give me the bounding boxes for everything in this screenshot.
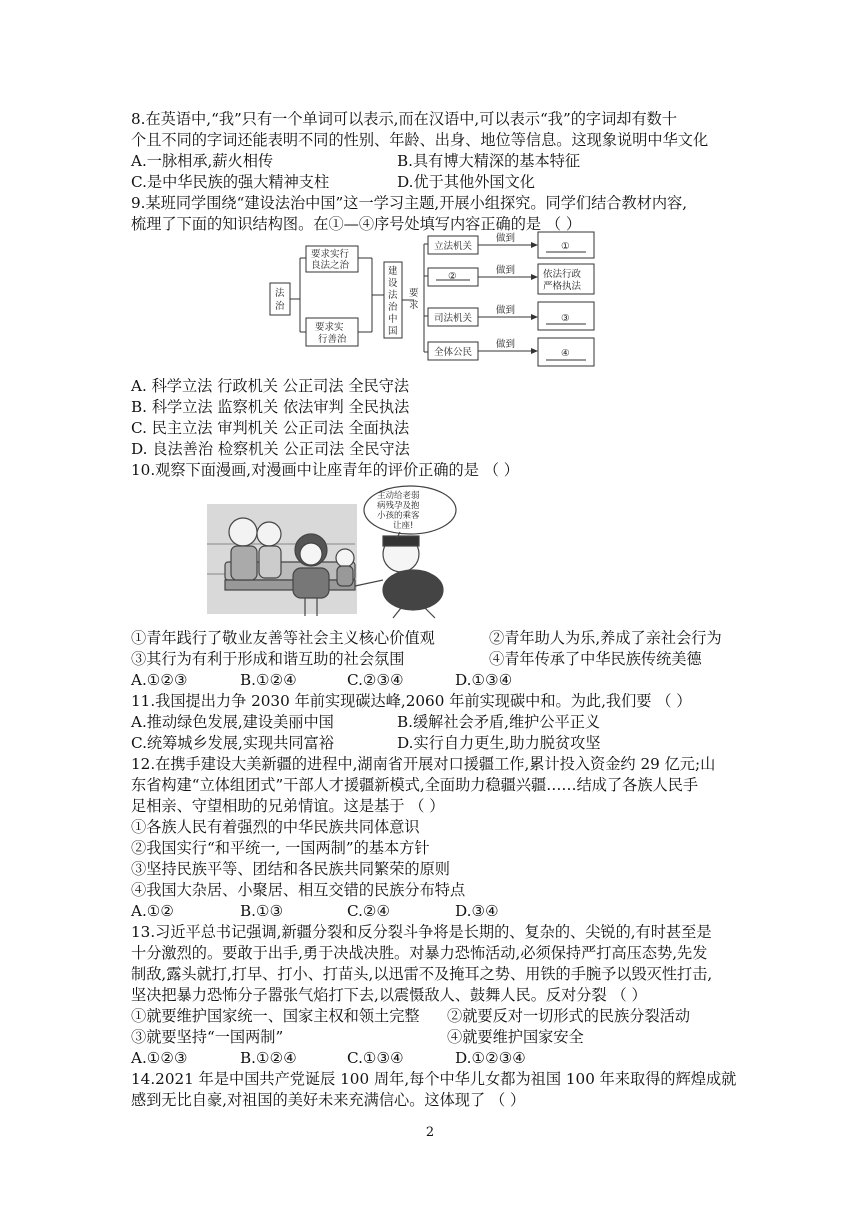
q9-option-a: A. 科学立法 行政机关 公正司法 全民守法 (131, 377, 410, 395)
q11-option-b: B.缓解社会矛盾,维护公平正义 (397, 713, 601, 731)
row4-right-label: ④ (561, 348, 570, 359)
q11-stem: 11.我国提出力争 2030 年前实现碳达峰,2060 年前实现碳中和。为此,我们要 （ ） (131, 692, 692, 710)
fazhi-char-1: 法 (275, 288, 285, 299)
arrow-label-4: 做到 (496, 339, 516, 350)
center-char-6: 国 (388, 326, 398, 337)
q10-stem: 10.观察下面漫画,对漫画中让座青年的评价正确的是 （ ） (131, 461, 519, 479)
q11-option-c: C.统筹城乡发展,实现共同富裕 (131, 734, 334, 752)
q12-stem-line2: 东省构建“立体组团式”干部人才援疆新模式,全面助力稳疆兴疆……结成了各族人民手 (131, 776, 699, 794)
row3-right-label: ③ (561, 313, 570, 324)
q9-stem-line2: 梳理了下面的知识结构图。在①—④序号处填写内容正确的是 （ ） (131, 215, 582, 233)
q13-option-a: A.①②③ (131, 1049, 188, 1067)
q13-statement-1: ①就要维护国家统一、国家主权和领土完整 (131, 1007, 420, 1025)
q13-option-d: D.①②③④ (455, 1049, 526, 1067)
knowledge-structure-diagram (268, 228, 600, 368)
q10-option-a: A.①②③ (131, 671, 188, 689)
q12-statement-1: ①各族人民有着强烈的中华民族共同体意识 (131, 818, 420, 836)
q13-stem-line2: 十分激烈的。要敢于出手,勇于决战决胜。对暴力恐怖活动,必须保持严打高压态势,先发 (131, 944, 708, 962)
yaoqiu-char-1: 要 (409, 288, 419, 299)
q14-stem-line1: 14.2021 年是中国共产党诞辰 100 周年,每个中华儿女都为祖国 100 年来取得的辉煌成就 (131, 1070, 737, 1088)
q12-statement-2: ②我国实行“和平统一, 一国两制”的基本方针 (131, 839, 430, 857)
row3-left-label: 司法机关 (434, 313, 473, 324)
good-law-line2: 良法之治 (311, 260, 350, 271)
q10-statement-2: ②青年助人为乐,养成了亲社会行为 (489, 629, 722, 647)
q10-statement-3: ③其行为有利于形成和谐互助的社会氛围 (131, 650, 405, 668)
good-governance-line2: 行善治 (318, 334, 347, 345)
q12-statement-3: ③坚持民族平等、团结和各民族共同繁荣的原则 (131, 860, 450, 878)
row2-right-line1: 依法行政 (543, 269, 582, 280)
q8-option-b: B.具有博大精深的基本特征 (397, 152, 581, 170)
speech-bubble-line4: 让座! (393, 521, 414, 531)
q12-stem-line3: 足相亲、守望相助的兄弟情谊。这是基于 （ ） (131, 797, 445, 815)
q13-statement-4: ④就要维护国家安全 (447, 1028, 584, 1046)
q10-statement-4: ④青年传承了中华民族传统美德 (489, 650, 702, 668)
speech-bubble-line3: 小孩的乘客 (377, 511, 420, 521)
row1-right-label: ① (561, 241, 570, 252)
q12-option-d: D.③④ (455, 902, 499, 920)
good-governance-line1: 要求实 (315, 322, 344, 333)
q12-option-c: C.②④ (347, 902, 391, 920)
center-char-5: 中 (388, 314, 398, 325)
row1-left-label: 立法机关 (434, 241, 473, 252)
center-char-1: 建 (388, 266, 398, 277)
arrow-label-2: 做到 (496, 265, 516, 276)
q13-stem-line4: 坚决把暴力恐怖分子嚣张气焰打下去,以震慑敌人、鼓舞人民。反对分裂 （ ） (131, 986, 647, 1004)
q9-option-d: D. 良法善治 检察机关 公正司法 全民守法 (131, 440, 410, 458)
q13-stem-line3: 制敌,露头就打,打早、打小、打苗头,以迅雷不及掩耳之势、用铁的手腕予以毁灭性打击, (131, 965, 713, 983)
row2-right-line2: 严格执法 (543, 281, 582, 292)
fazhi-char-2: 治 (275, 301, 285, 312)
speech-bubble-line1: 主动给老弱 (377, 491, 420, 501)
speech-bubble-line2: 病残孕及抱 (377, 501, 420, 511)
q12-statement-4: ④我国大杂居、小聚居、相互交错的民族分布特点 (131, 881, 466, 899)
q8-stem-line2: 个且不同的字词还能表明不同的性别、年龄、出身、地位等信息。这现象说明中华文化 (131, 131, 709, 149)
q13-stem-line1: 13.习近平总书记强调,新疆分裂和反分裂斗争将是长期的、复杂的、尖锐的,有时甚至是 (131, 923, 712, 941)
row2-left-label: ② (448, 271, 457, 282)
q8-option-c: C.是中华民族的强大精神支柱 (131, 173, 330, 191)
q11-option-d: D.实行自力更生,助力脱贫攻坚 (397, 734, 601, 752)
q10-option-d: D.①③④ (455, 671, 513, 689)
q10-option-b: B.①②④ (240, 671, 297, 689)
q8-stem-line1: 8.在英语中,“我”只有一个单词可以表示,而在汉语中,可以表示“我”的字词却有数十 (131, 110, 678, 128)
q12-option-b: B.①③ (240, 902, 284, 920)
center-char-3: 法 (388, 290, 398, 301)
q9-stem-line1: 9.某班同学围绕“建设法治中国”这一学习主题,开展小组探究。同学们结合教材内容, (131, 194, 688, 212)
q13-statement-2: ②就要反对一切形式的民族分裂活动 (447, 1007, 690, 1025)
center-char-4: 治 (388, 302, 398, 313)
q10-statement-1: ①青年践行了敬业友善等社会主义核心价值观 (131, 629, 435, 647)
page-number: 2 (425, 1125, 435, 1140)
cartoon-image (205, 484, 461, 620)
arrow-label-3: 做到 (496, 305, 516, 316)
good-law-line1: 要求实行 (311, 249, 350, 260)
q13-option-b: B.①②④ (240, 1049, 297, 1067)
q13-option-c: C.①③④ (347, 1049, 404, 1067)
q8-option-d: D.优于其他外国文化 (397, 173, 535, 191)
q12-option-a: A.①② (131, 902, 175, 920)
row4-left-label: 全体公民 (434, 347, 473, 358)
q14-stem-line2: 感到无比自豪,对祖国的美好未来充满信心。这体现了 （ ） (131, 1091, 526, 1109)
arrow-label-1: 做到 (496, 233, 516, 244)
center-char-2: 设 (388, 278, 398, 289)
q12-stem-line1: 12.在携手建设大美新疆的进程中,湖南省开展对口援疆工作,累计投入资金约 29 亿元;山 (131, 755, 716, 773)
yaoqiu-char-2: 求 (409, 300, 419, 311)
q11-option-a: A.推动绿色发展,建设美丽中国 (131, 713, 334, 731)
q9-option-c: C. 民主立法 审判机关 公正司法 全面执法 (131, 419, 410, 437)
q13-statement-3: ③就要坚持“一国两制” (131, 1028, 284, 1046)
q8-option-a: A.一脉相承,薪火相传 (131, 152, 274, 170)
q9-option-b: B. 科学立法 监察机关 依法审判 全民执法 (131, 398, 410, 416)
q10-option-c: C.②③④ (347, 671, 404, 689)
